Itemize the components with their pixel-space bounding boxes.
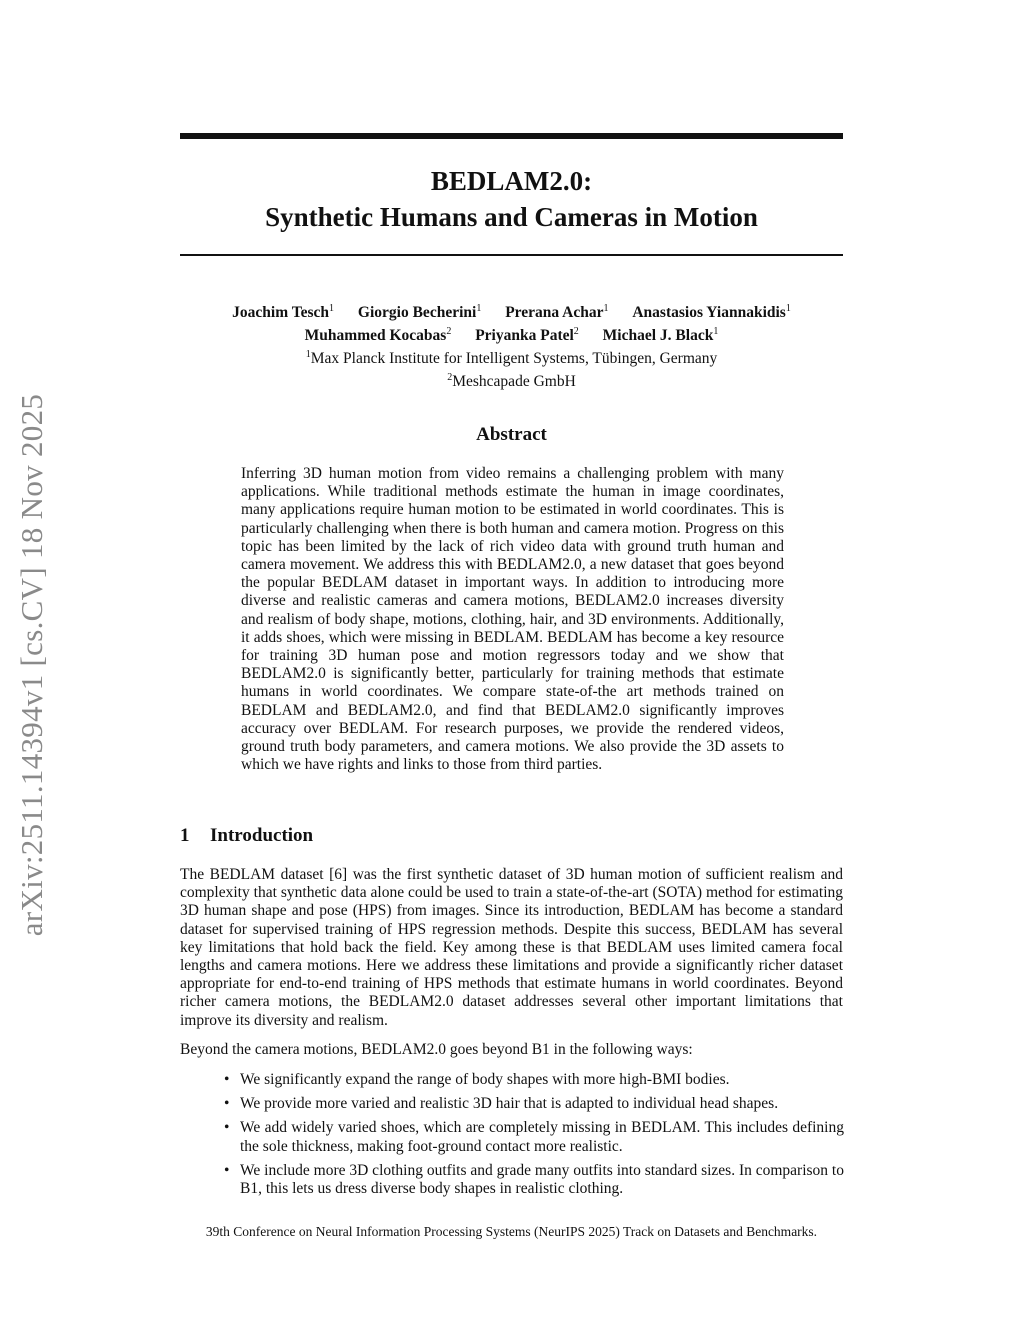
title-top-rule xyxy=(180,133,843,139)
section-number: 1 xyxy=(180,825,190,846)
author-line-2 xyxy=(180,322,843,345)
conference-footnote: 39th Conference on Neural Information Processing Systems (NeurIPS 2025) Track on Datasets and Benchmarks. xyxy=(205,1224,818,1239)
abstract-heading: Abstract xyxy=(476,424,547,445)
author-name: Joachim Tesch$^1$ xyxy=(232,303,335,322)
list-item: • We include more 3D clothing outfits and grade many outfits into standard sizes. In comparison to B1, this lets us dress diverse body shapes in realistic clothing. xyxy=(222,1162,844,1198)
title-bottom-rule xyxy=(180,254,843,256)
arxiv-identifier-margin xyxy=(2,375,62,955)
author-name: Prerana Achar$^1$ xyxy=(505,303,609,322)
intro-paragraph-2: Beyond the camera motions, BEDLAM2.0 goes beyond B1 in the following ways: xyxy=(180,1041,693,1058)
section-heading-introduction xyxy=(180,825,313,847)
paper-title xyxy=(180,163,843,235)
title-line-2: Synthetic Humans and Cameras in Motion xyxy=(265,202,758,232)
arxiv-identifier-text: arXiv:2511.14394v1 [cs.CV] 18 Nov 2025 xyxy=(14,393,49,937)
author-name: Muhammed Kocabas$^2$ xyxy=(304,326,452,345)
abstract-text: Inferring 3D human motion from video remains a challenging problem with many applications. While traditional methods estimate the human in image coordinates, many applications require human motion to be estimated in world coordinates. This is particularly challenging when there is both human and camera motion. Progress on this topic has been limited by the lack of rich video data with ground truth human and camera movement. We address this with BEDLAM2.0, a new dataset that goes beyond the popular BEDLAM dataset in important ways. In addition to introducing more diverse and realistic cameras and camera motions, BEDLAM2.0 increases diversity and realism of body shape, motions, clothing, hair, and 3D environments. Additionally, it adds shoes, which were missing in BEDLAM. BEDLAM has become a key resource for training 3D human pose and motion regressors today and we show that BEDLAM2.0 is significantly better, particularly for training methods that estimate humans in world coordinates. We compare state-of-the art methods trained on BEDLAM and BEDLAM2.0, and find that BEDLAM2.0 significantly improves accuracy over BEDLAM. For research purposes, we provide the rendered videos, ground truth body parameters, and camera motions. We also provide the 3D assets to which we have rights and links to those from third parties. xyxy=(241,465,784,774)
affiliation-1: $^1$Max Planck Institute for Intelligent Systems, Tübingen, Germany xyxy=(305,349,718,368)
author-name: Priyanka Patel$^2$ xyxy=(475,326,579,345)
list-item: • We add widely varied shoes, which are completely missing in BEDLAM. This includes defining the sole thickness, making foot-ground contact more realistic. xyxy=(222,1119,844,1155)
contribution-list xyxy=(222,1071,844,1204)
author-name: Anastasios Yiannakidis$^1$ xyxy=(632,303,791,322)
list-item: • We provide more varied and realistic 3D hair that is adapted to individual head shapes. xyxy=(222,1095,844,1113)
author-name: Michael J. Black$^1$ xyxy=(602,326,719,345)
list-item: • We significantly expand the range of body shapes with more high-BMI bodies. xyxy=(222,1071,844,1089)
affiliation-2: $^2$Meshcapade GmbH xyxy=(447,372,576,391)
author-name: Giorgio Becherini$^1$ xyxy=(357,303,482,322)
intro-paragraph-1: The BEDLAM dataset [6] was the first synthetic dataset of 3D human motion of sufficient realism and complexity that synthetic data alone could be used to train a state-of-the-art (SOTA) method for estimating 3D human shape and pose (HPS) from images. Since its introduction, BEDLAM has become a standard dataset for supervised training of HPS regression methods. Despite this success, BEDLAM has several key limitations that hold back the field. Key among these is that BEDLAM uses limited camera focal lengths and camera motions. Here we address these limitations and provide a significantly richer dataset appropriate for end-to-end training of HPS methods that estimate humans in world coordinates. Beyond richer camera motions, the BEDLAM2.0 dataset addresses several other important limitations that improve its diversity and realism. xyxy=(180,866,843,1029)
author-line-1 xyxy=(180,299,843,322)
title-line-1: BEDLAM2.0: xyxy=(430,166,593,196)
author-block xyxy=(180,299,843,392)
section-title: Introduction xyxy=(210,825,314,846)
